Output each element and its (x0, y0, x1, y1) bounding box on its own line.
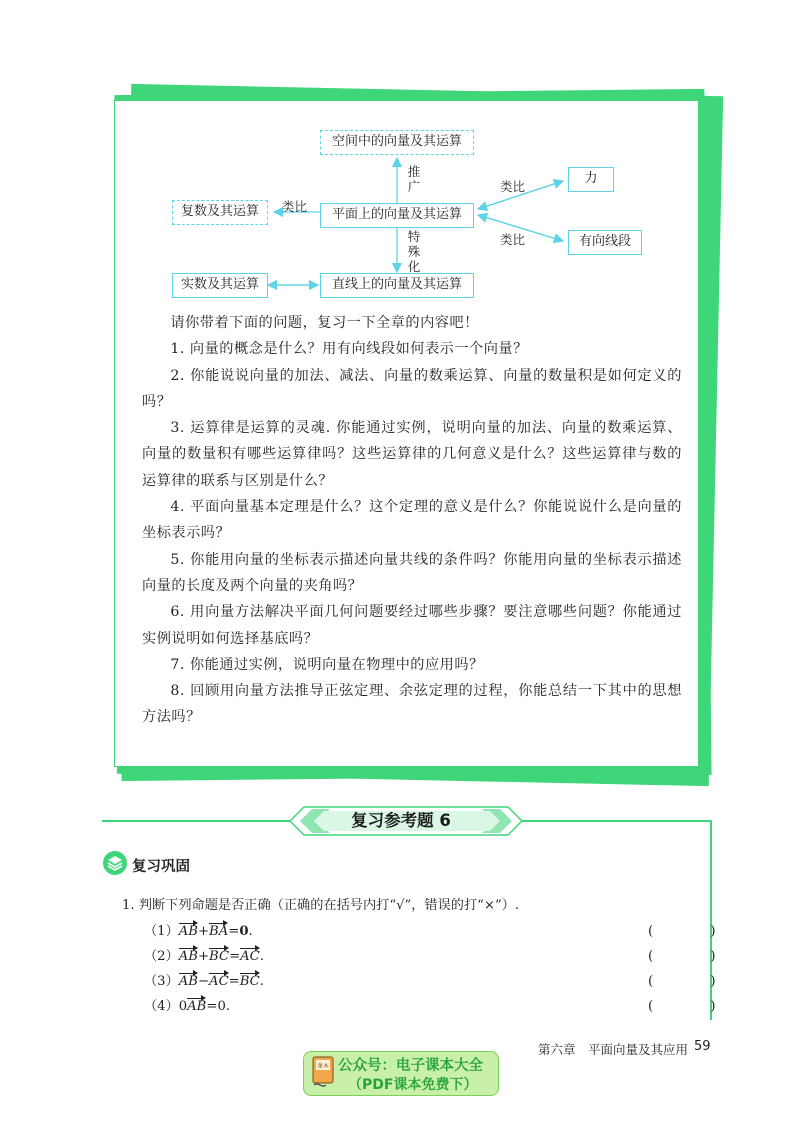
operator: + (197, 924, 210, 939)
vector-term: AB (187, 999, 207, 1014)
vector-term: AB (178, 974, 198, 989)
answer-parens[interactable]: ( ) (648, 949, 738, 964)
period: . (225, 999, 231, 1014)
option-number: （2） (144, 949, 179, 964)
label-analogy-force: 类比 (500, 179, 526, 194)
result-term: 0 (239, 924, 249, 939)
equals-sign: = (229, 949, 241, 964)
option-number: （3） (144, 974, 179, 989)
problem-option (144, 970, 264, 989)
problem-option (144, 920, 253, 939)
scalar-term: 0 (178, 999, 188, 1014)
answer-parens[interactable]: ( ) (648, 999, 738, 1014)
watermark-line-1: 公众号：电子课本大全 (338, 1058, 483, 1074)
concept-diagram (0, 0, 800, 310)
review-intro: 请你带着下面的问题，复习一下全章的内容吧！ (170, 315, 479, 331)
node-directed-segment: 有向线段 (568, 230, 642, 255)
vector-term: AC (209, 974, 229, 989)
review-question: 6. 用向量方法解决平面几何问题要经过哪些步骤？要注意哪些问题？你能通过实例说明如何选择基底吗？ (142, 604, 682, 647)
problem-1-stem: 1. 判断下列命题是否正确（正确的在括号内打“√”，错误的打“×”）. (122, 898, 520, 913)
result-term: 0 (217, 999, 226, 1014)
review-question: 2. 你能说说向量的加法、减法、向量的数乘运算、向量的数量积是如何定义的吗？ (142, 367, 682, 410)
equals-sign: = (206, 999, 218, 1014)
vector-term: BA (209, 924, 229, 939)
operator: + (197, 949, 210, 964)
book-icon (310, 1055, 336, 1091)
result-term: BC (239, 974, 260, 989)
period: . (248, 924, 253, 939)
answer-parens[interactable]: ( ) (648, 974, 738, 989)
diagram-arrows (0, 0, 800, 310)
option-number: （4） (144, 999, 179, 1014)
vector-term: AB (178, 949, 198, 964)
period: . (259, 949, 264, 964)
vector-term: AB (178, 924, 198, 939)
subheading-review: 复习巩固 (132, 859, 190, 875)
answer-parens[interactable]: ( ) (648, 924, 738, 939)
node-line-vectors: 直线上的向量及其运算 (320, 273, 474, 298)
page-number: 59 (694, 1039, 711, 1054)
label-analogy-directed: 类比 (500, 232, 526, 247)
node-space-vectors: 空间中的向量及其运算 (320, 130, 474, 155)
option-number: （1） (144, 924, 179, 939)
review-question: 8. 回顾用向量方法推导正弦定理、余弦定理的过程，你能总结一下其中的思想方法吗？ (142, 683, 682, 726)
node-real-numbers: 实数及其运算 (172, 273, 268, 298)
layers-icon (102, 850, 128, 876)
chapter-footer: 第六章 平面向量及其应用 (538, 1042, 689, 1057)
label-generalize: 推广 (407, 164, 421, 194)
node-plane-vectors: 平面上的向量及其运算 (320, 203, 474, 228)
problem-option (144, 995, 230, 1014)
result-term: AC (240, 949, 260, 964)
review-question: 1. 向量的概念是什么？用有向线段如何表示一个向量？ (170, 341, 528, 358)
book-icon-label: 课本 (316, 1063, 330, 1070)
review-question: 7. 你能通过实例，说明向量在物理中的应用吗？ (170, 656, 484, 673)
node-force: 力 (568, 167, 614, 192)
problem-option (144, 945, 264, 964)
section-title: 复习参考题 6 (351, 811, 451, 830)
label-specialize: 特殊化 (407, 229, 421, 274)
operator: − (197, 974, 210, 989)
review-question: 4. 平面向量基本定理是什么？这个定理的意义是什么？你能说说什么是向量的坐标表示吗？ (142, 499, 682, 542)
equals-sign: = (228, 974, 240, 989)
node-complex-numbers: 复数及其运算 (172, 200, 268, 225)
review-question: 3. 运算律是运算的灵魂. 你能通过实例，说明向量的加法、向量的数乘运算、向量的数量积有哪些运算律吗？这些运算律的几何意义是什么？这些运算律与数的运算律的联系与区别是什么？ (142, 420, 682, 489)
watermark-line-2: （PDF课本免费下） (348, 1077, 478, 1093)
equals-sign: = (228, 924, 240, 939)
period: . (259, 974, 264, 989)
review-question: 5. 你能用向量的坐标表示描述向量共线的条件吗？你能用向量的坐标表示描述向量的长度及两个向量的夹角吗？ (142, 551, 682, 594)
review-questions (142, 310, 682, 731)
vector-term: BC (209, 949, 230, 964)
label-analogy-left: 类比 (282, 199, 308, 214)
